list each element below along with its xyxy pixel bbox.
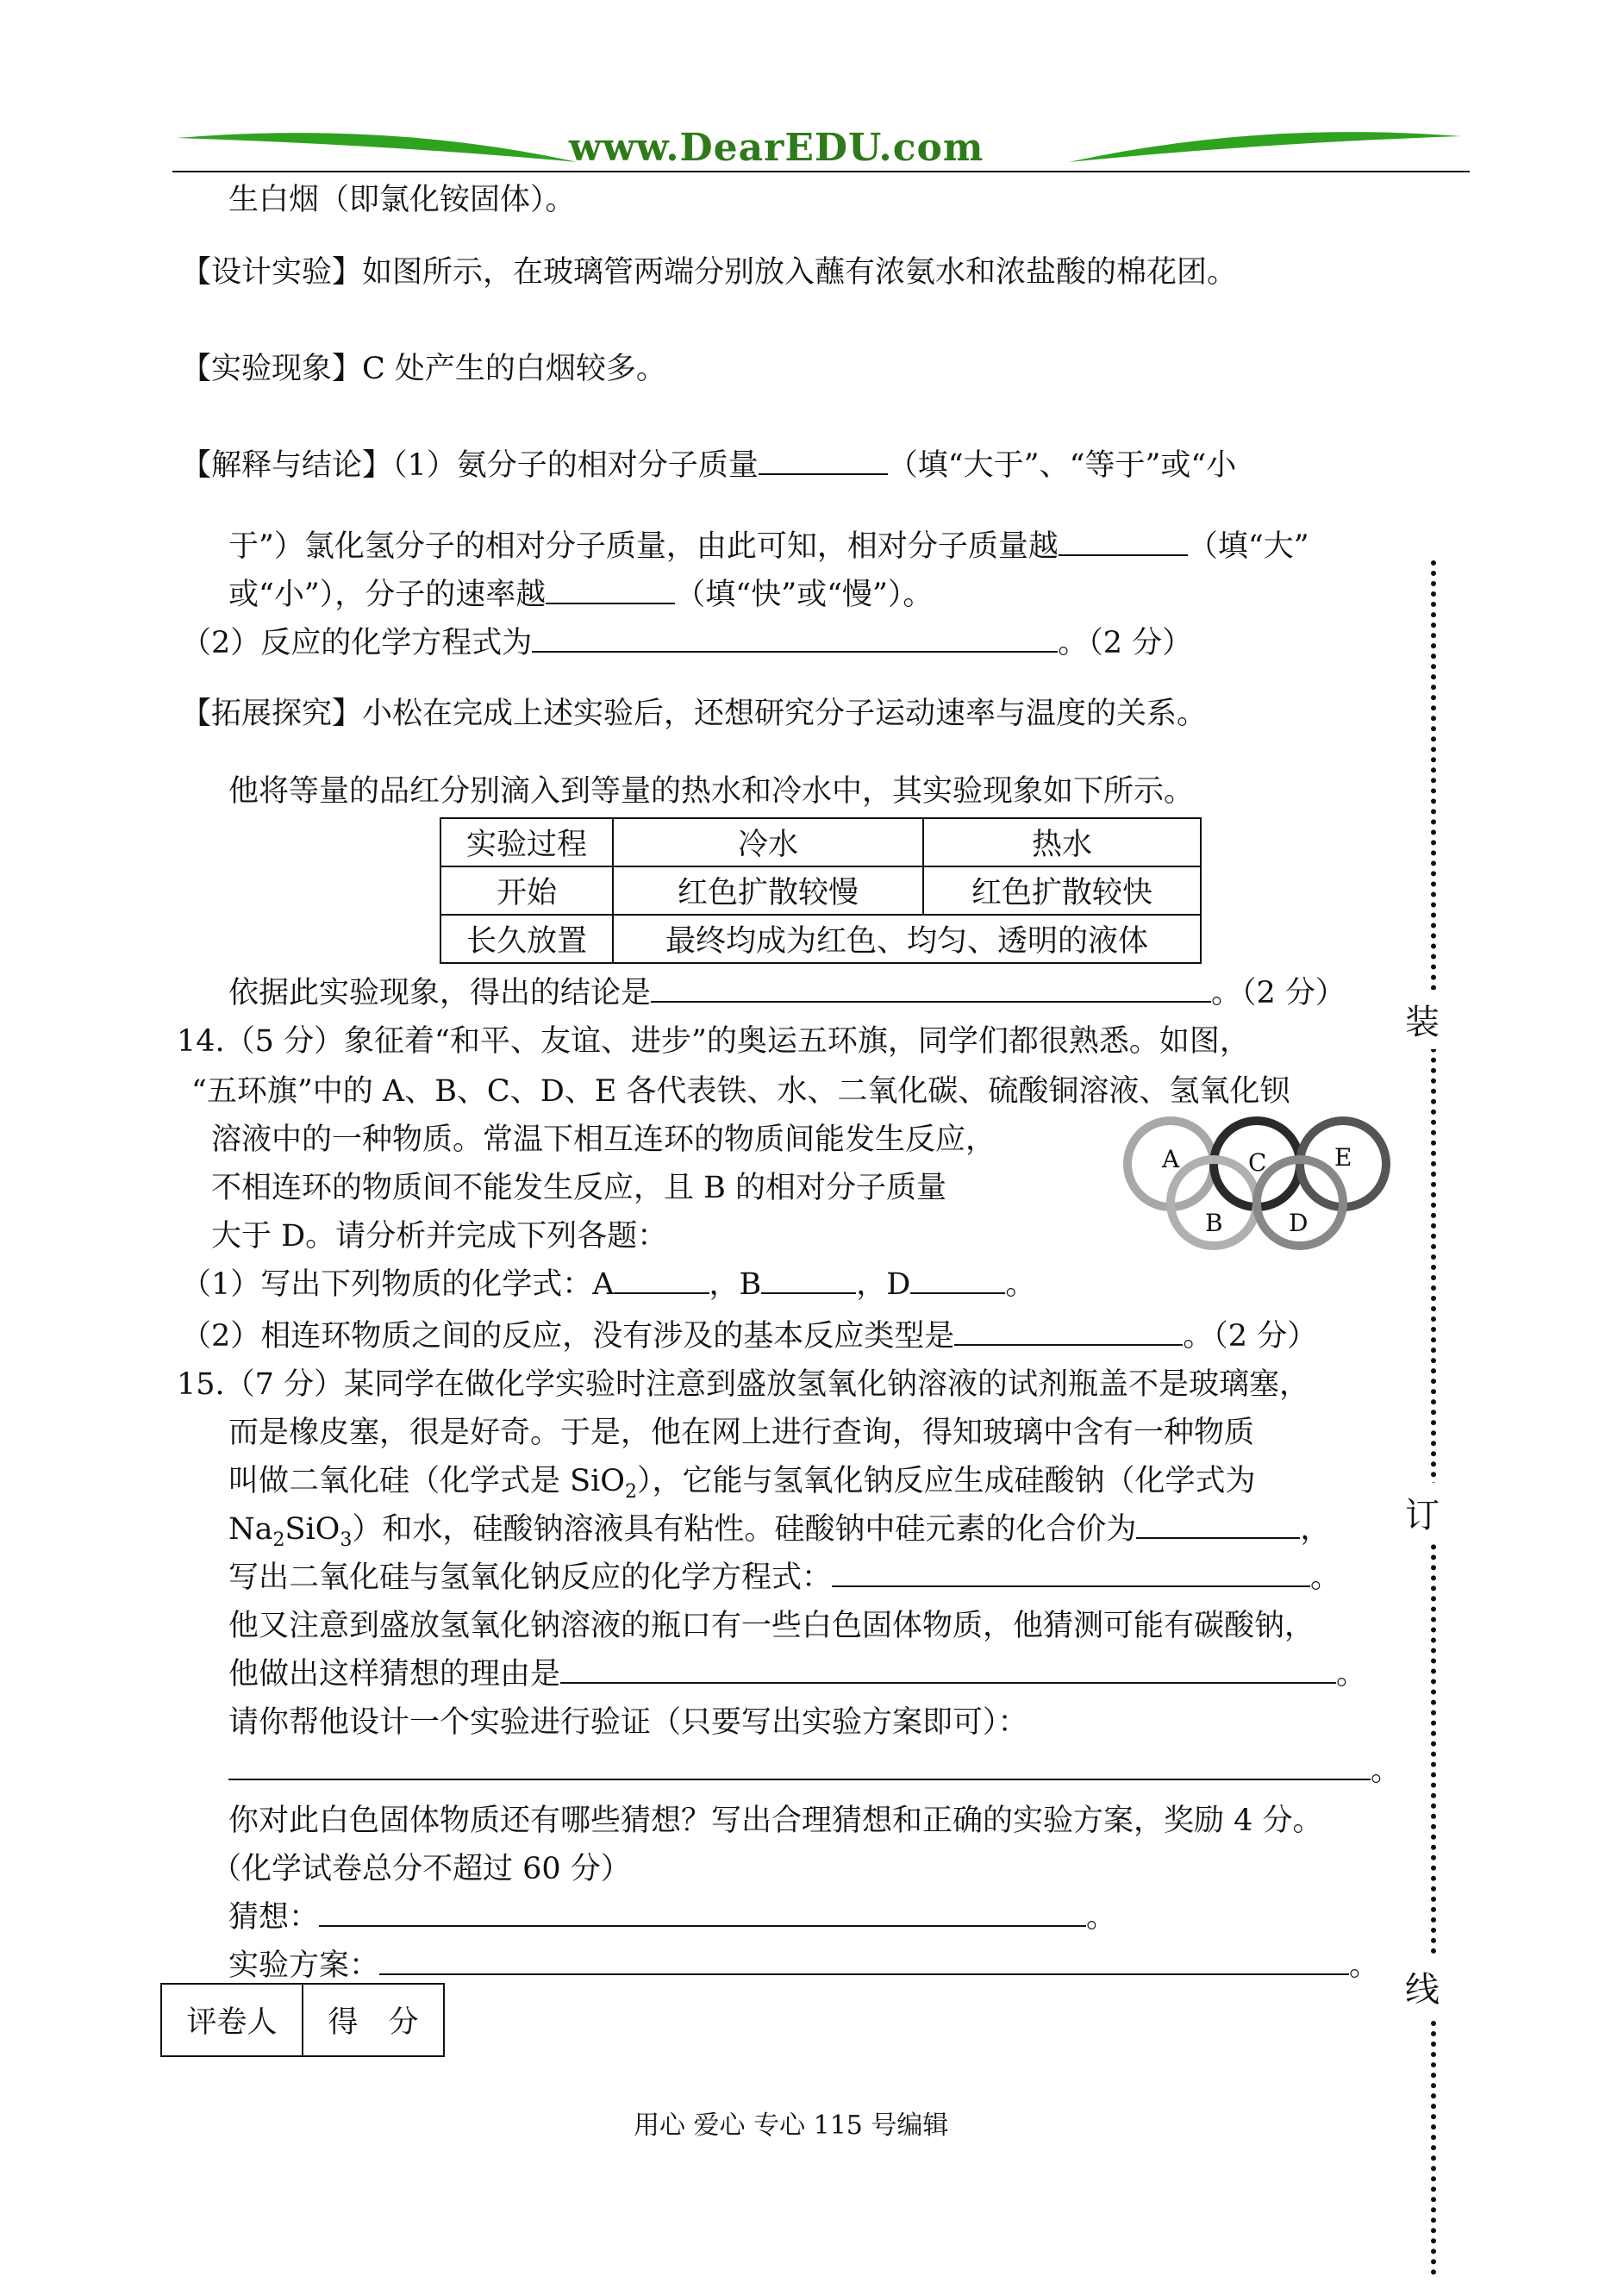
text-segment: 依据此实验现象，得出的结论是: [228, 976, 652, 1010]
experiment-table: [440, 817, 1202, 964]
text-segment: 实验方案：: [228, 1948, 380, 1983]
table-cell: 红色扩散较慢: [613, 866, 923, 915]
text-segment: 。: [1086, 1900, 1117, 1935]
table-row: [161, 1984, 444, 2056]
answer-blank[interactable]: [615, 1266, 709, 1294]
table-cell: 实验过程: [440, 818, 613, 866]
text-line: 大于 D。请分析并完成下列各题：: [211, 1219, 668, 1254]
table-cell: 红色扩散较快: [923, 866, 1201, 915]
ring-label: A: [1162, 1145, 1180, 1173]
answer-blank[interactable]: [228, 1753, 1371, 1780]
text-segment: ，: [1300, 1512, 1331, 1547]
answer-blank[interactable]: [560, 1656, 1336, 1684]
text-segment: 。: [1336, 1657, 1367, 1692]
binding-dotted-line: [1431, 560, 1436, 2276]
text-segment: 。（2 分）: [1058, 626, 1193, 660]
text-segment: 写出二氧化硅与氢氧化钠反应的化学方程式：: [228, 1560, 833, 1595]
text-segment: 。: [1310, 1560, 1341, 1595]
score-box: [160, 1983, 445, 2057]
text-line: [181, 447, 1236, 485]
text-line: [228, 1510, 1330, 1560]
text-line: [228, 974, 1346, 1012]
table-row: [440, 818, 1201, 866]
answer-blank[interactable]: [651, 975, 1211, 1003]
text-line: [228, 1655, 1366, 1693]
binding-char-zhuang: 装: [1405, 990, 1440, 1049]
text-line: “五环旗”中的 A、B、C、D、E 各代表铁、水、二氧化碳、硫酸铜溶液、氢氧化钡: [191, 1074, 1290, 1109]
ring-label: E: [1334, 1143, 1352, 1172]
text-line: 14.（5 分）象征着“和平、友谊、进步”的奥运五环旗，同学们都很熟悉。如图，: [177, 1024, 1250, 1059]
text-segment: ），它能与氢氧化钠反应生成硅酸钠（化学式为: [637, 1464, 1256, 1498]
text-line: 【设计实验】如图所示，在玻璃管两端分别放入蘸有浓氨水和浓盐酸的棉花团。: [181, 255, 1238, 290]
text-line: [228, 1947, 1379, 1985]
table-cell: 最终均成为红色、均匀、透明的液体: [613, 915, 1201, 963]
text-line: （化学试卷总分不超过 60 分）: [211, 1852, 631, 1886]
answer-blank[interactable]: [954, 1318, 1183, 1346]
five-rings-icon: [1112, 1112, 1405, 1250]
score-cell[interactable]: 得 分: [303, 1984, 444, 2056]
text-line: [228, 1752, 1401, 1790]
header-rule: [172, 171, 1470, 172]
text-segment: 于”）氯化氢分子的相对分子质量，由此可知，相对分子质量越: [228, 529, 1059, 564]
text-segment: （2）相连环物质之间的反应，没有涉及的基本反应类型是: [181, 1319, 955, 1354]
answer-blank[interactable]: [832, 1560, 1310, 1587]
text-line: 生白烟（即氯化铵固体）。: [228, 183, 576, 217]
ring-label: B: [1205, 1209, 1223, 1237]
table-row: [440, 866, 1201, 915]
answer-blank[interactable]: [1059, 528, 1188, 556]
reviewer-cell: 评卷人: [161, 1984, 303, 2056]
table-cell: 开始: [440, 866, 613, 915]
answer-blank[interactable]: [759, 447, 888, 475]
subscript: 2: [272, 1529, 285, 1551]
text-line: 他又注意到盛放氢氧化钠溶液的瓶口有一些白色固体物质，他猜测可能有碳酸钠，: [228, 1609, 1315, 1643]
text-segment: 。: [1349, 1948, 1380, 1983]
text-segment: SiO: [284, 1512, 340, 1547]
text-line: 他将等量的品红分别滴入到等量的热水和冷水中，其实验现象如下所示。: [228, 774, 1195, 809]
text-line: [228, 528, 1309, 566]
table-row: [440, 915, 1201, 963]
table-cell: 冷水: [613, 818, 923, 866]
text-line: 而是橡皮塞，很是好奇。于是，他在网上进行查询，得知玻璃中含有一种物质: [228, 1416, 1255, 1450]
text-line: 【实验现象】C 处产生的白烟较多。: [181, 352, 666, 386]
text-segment: 。（2 分）: [1183, 1319, 1318, 1354]
ring-label: C: [1248, 1148, 1267, 1177]
text-segment: 【解释与结论】（1）氨分子的相对分子质量: [181, 448, 759, 483]
text-segment: 他做出这样猜想的理由是: [228, 1657, 561, 1692]
answer-blank[interactable]: [1136, 1511, 1300, 1539]
text-segment: （2）反应的化学方程式为: [181, 626, 533, 660]
text-line: [228, 1462, 1256, 1511]
answer-blank[interactable]: [379, 1948, 1349, 1975]
answer-blank[interactable]: [761, 1266, 856, 1294]
text-segment: （填“大”: [1187, 529, 1309, 564]
subscript: 3: [340, 1529, 353, 1551]
text-segment: 或“小”），分子的速率越: [228, 578, 547, 612]
text-segment: Na: [228, 1512, 273, 1547]
text-segment: 。: [1005, 1267, 1036, 1302]
ring-label: D: [1289, 1209, 1309, 1237]
text-line: 溶液中的一种物质。常温下相互连环的物质间能发生反应，: [211, 1122, 996, 1157]
text-segment: （填“大于”、“等于”或“小: [887, 448, 1237, 483]
text-segment: 叫做二氧化硅（化学式是 SiO: [228, 1464, 625, 1498]
text-line: 请你帮他设计一个实验进行验证（只要写出实验方案即可）：: [228, 1705, 1028, 1740]
text-segment: ，B: [709, 1267, 762, 1302]
table-cell: 长久放置: [440, 915, 613, 963]
text-segment: 。（2 分）: [1211, 976, 1346, 1010]
text-line: [181, 1317, 1317, 1355]
text-line: [228, 1559, 1340, 1597]
text-segment: ）和水，硅酸钠溶液具有粘性。硅酸钠中硅元素的化合价为: [352, 1512, 1137, 1547]
text-line: [181, 1266, 1035, 1304]
text-line: 不相连环的物质间不能发生反应，且 B 的相对分子质量: [211, 1171, 946, 1205]
subscript: 2: [625, 1481, 637, 1503]
answer-blank[interactable]: [546, 577, 675, 604]
text-segment: （填“快”或“慢”）。: [675, 578, 934, 612]
text-line: 15.（7 分）某同学在做化学实验时注意到盛放氢氧化钠溶液的试剂瓶盖不是玻璃塞，: [177, 1367, 1310, 1402]
text-segment: 。: [1371, 1754, 1402, 1788]
answer-blank[interactable]: [319, 1899, 1086, 1927]
text-segment: （1）写出下列物质的化学式：A: [181, 1267, 615, 1302]
text-line: [228, 1898, 1116, 1936]
answer-blank[interactable]: [532, 625, 1058, 653]
page-footer: 用心 爱心 专心 115 号编辑: [634, 2111, 949, 2141]
text-segment: 猜想：: [228, 1900, 320, 1935]
text-line: [181, 624, 1192, 662]
header-site-name: www.DearEDU.com: [569, 126, 984, 170]
answer-blank[interactable]: [910, 1266, 1005, 1294]
text-line: 【拓展探究】小松在完成上述实验后，还想研究分子运动速率与温度的关系。: [181, 697, 1208, 731]
binding-char-xian: 线: [1405, 1957, 1440, 2017]
text-segment: ，D: [856, 1267, 911, 1302]
olympic-rings-figure: [1112, 1112, 1405, 1250]
text-line: [228, 576, 933, 614]
text-line: 你对此白色固体物质还有哪些猜想？写出合理猜想和正确的实验方案，奖励 4 分。: [228, 1804, 1323, 1838]
binding-char-ding: 订: [1405, 1483, 1440, 1542]
table-cell: 热水: [923, 818, 1201, 866]
